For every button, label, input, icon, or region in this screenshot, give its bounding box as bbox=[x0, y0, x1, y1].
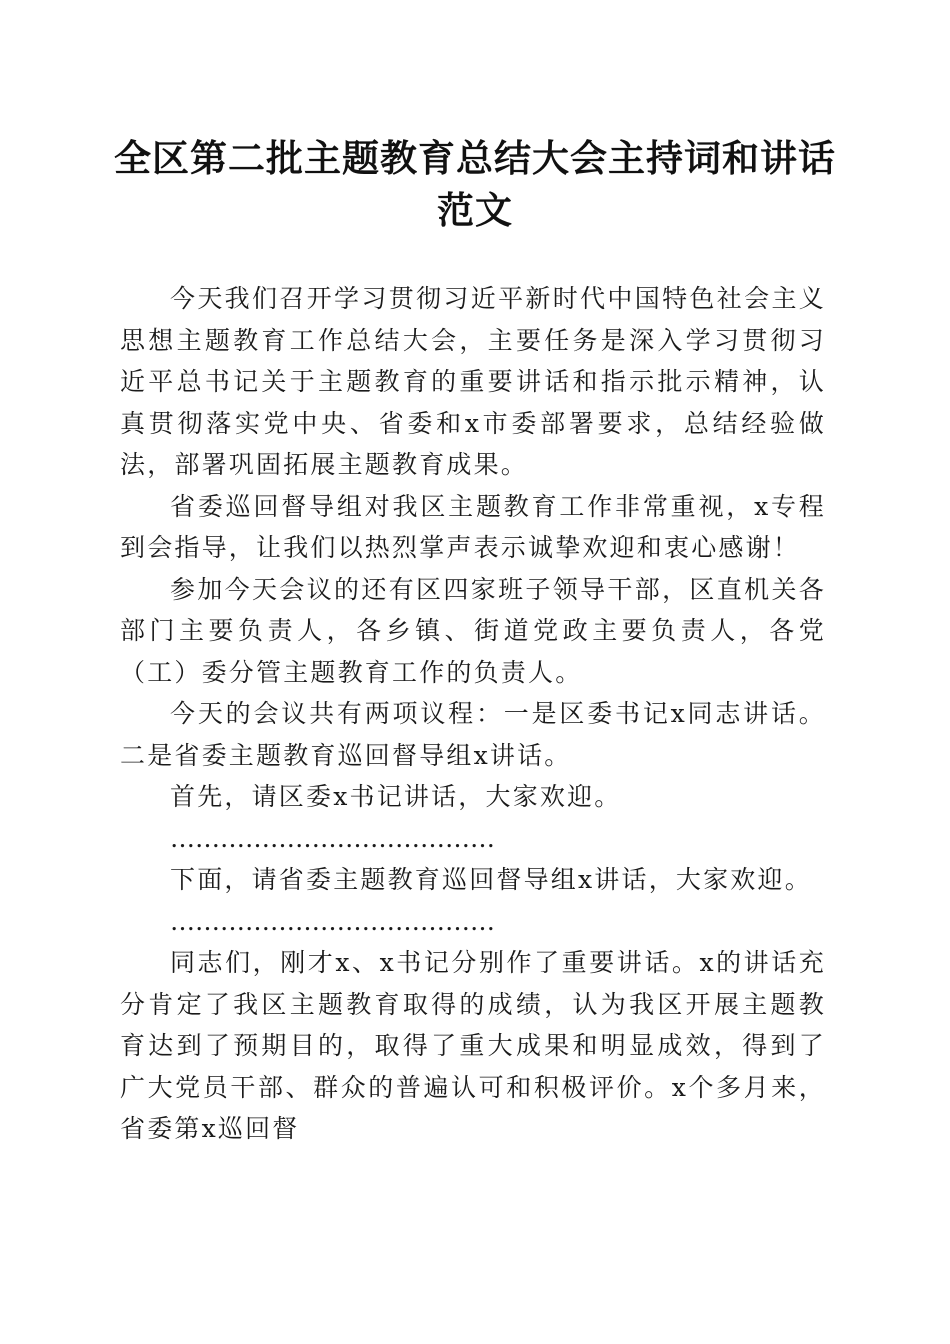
paragraph-attendees: 参加今天会议的还有区四家班子领导干部，区直机关各部门主要负责人，各乡镇、街道党政主要负责人，各党（工）委分管主题教育工作的负责人。 bbox=[120, 574, 826, 687]
paragraph-summary: 同志们，刚才x、x书记分别作了重要讲话。x的讲话充分肯定了我区主题教育取得的成绩，认为我区开展主题教育达到了预期目的，取得了重大成果和明显成效，得到了广大党员干部、群众的普遍认可和积极评价。x个多月来，省委第x巡回督 bbox=[120, 948, 826, 1143]
document-body bbox=[120, 278, 826, 1150]
paragraph-second-speech: 下面，请省委主题教育巡回督导组x讲话，大家欢迎。 bbox=[170, 865, 812, 894]
paragraph-agenda: 今天的会议共有两项议程：一是区委书记x同志讲话。二是省委主题教育巡回督导组x讲话。 bbox=[120, 699, 826, 770]
ellipsis-separator: ………………………………… bbox=[170, 906, 495, 936]
paragraph-opening: 今天我们召开学习贯彻习近平新时代中国特色社会主义思想主题教育工作总结大会，主要任务是深入学习贯彻习近平总书记关于主题教育的重要讲话和指示批示精神，认真贯彻落实党中央、省委和x市委部署要求，总结经验做法，部署巩固拓展主题教育成果。 bbox=[120, 284, 826, 479]
ellipsis-separator: ………………………………… bbox=[170, 823, 495, 853]
paragraph-first-speech: 首先，请区委x书记讲话，大家欢迎。 bbox=[170, 782, 622, 811]
paragraph-welcome-guests: 省委巡回督导组对我区主题教育工作非常重视，x专程到会指导，让我们以热烈掌声表示诚挚欢迎和衷心感谢！ bbox=[120, 491, 826, 562]
document-title: 全区第二批主题教育总结大会主持词和讲话范文 bbox=[114, 136, 836, 232]
